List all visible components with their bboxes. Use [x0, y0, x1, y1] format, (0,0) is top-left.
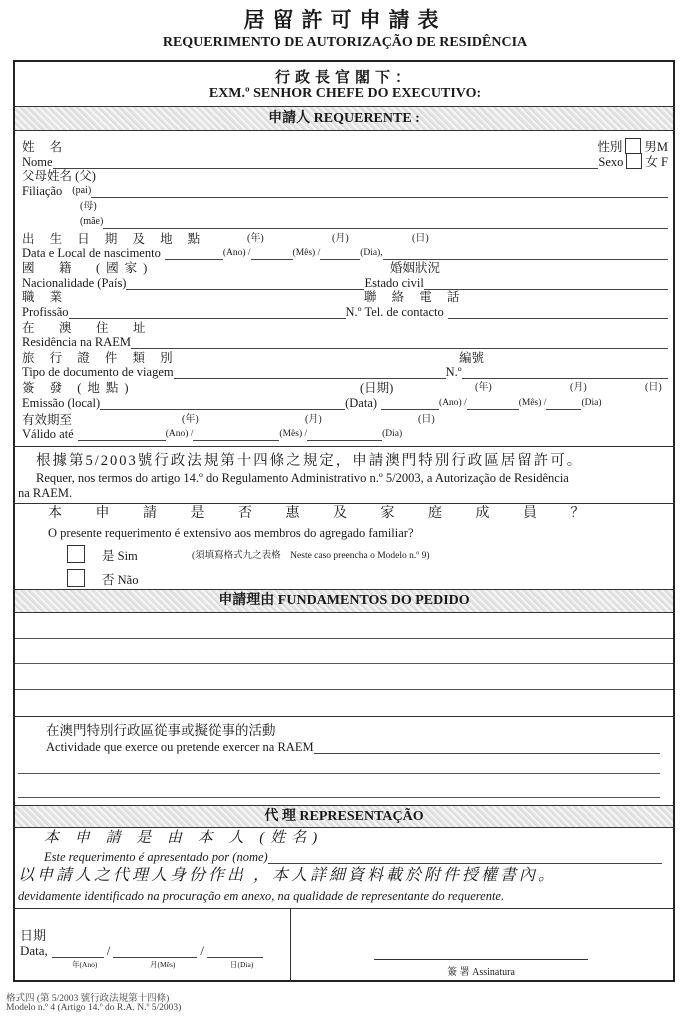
yes-note: (須填寫格式九之表格 Neste caso preencha o Modelo n.º 9)	[192, 551, 430, 561]
divider	[13, 612, 675, 613]
addressee-pt: EXM.º SENHOR CHEFE DO EXECUTIVO:	[208, 86, 482, 101]
section-applicant: 申請人 REQUERENTE :	[15, 107, 673, 130]
profession-label: Profissão	[22, 305, 69, 319]
profession-label-zh: 職 業	[22, 290, 69, 304]
father-field[interactable]	[91, 186, 668, 198]
request-pt-cont: na RAEM.	[18, 486, 73, 500]
issue-day-field[interactable]	[546, 398, 581, 410]
doc-label-zh: 旅 行 證 件 類 別	[22, 351, 179, 365]
name-label: Nome	[22, 155, 53, 169]
year-label-zh: (年)	[182, 414, 199, 425]
doc-type-field[interactable]	[174, 367, 446, 379]
month-label: (Mês) /	[292, 248, 321, 258]
mother-field[interactable]	[103, 217, 668, 229]
male-label: 男M	[644, 140, 668, 154]
form-title-pt: REQUERIMENTO DE AUTORIZAÇÃO DE RESIDÊNCIA	[162, 35, 528, 50]
yes-label: 是 Sim	[102, 549, 138, 563]
day-label: (Dia)	[581, 398, 602, 408]
phone-field[interactable]	[448, 307, 668, 319]
female-label: 女 F	[645, 155, 668, 169]
footer-zh: 格式四 (第 5/2003 號行政法規第十四條)	[6, 994, 170, 1004]
date-label: Data,	[20, 943, 48, 958]
civil-label-zh: 婚姻狀況	[390, 261, 441, 275]
birth-label-zh: 出 生 日 期 及 地 點	[22, 232, 207, 246]
profession-field[interactable]	[69, 307, 346, 319]
day-label: (Dia),	[360, 248, 383, 258]
signature-label: 簽 署 Assinatura	[447, 967, 515, 978]
issue-year-field[interactable]	[381, 398, 439, 410]
divider	[13, 908, 675, 909]
father-label: (pai)	[72, 185, 92, 196]
representation-line2-pt: devidamente identificado na procuração em anexo, na qualidade de representante do requerente.	[18, 889, 505, 903]
year-label-zh: (年)	[247, 233, 264, 244]
residence-label-zh: 在 澳 住 址	[22, 321, 152, 335]
divider	[13, 446, 675, 447]
no-checkbox[interactable]	[67, 569, 85, 587]
addressee-zh: 行政長官閣下：	[274, 70, 415, 86]
birth-day-field[interactable]	[320, 248, 360, 260]
sign-day-field[interactable]	[207, 946, 263, 958]
day-label-zh: (日)	[645, 382, 662, 393]
mother-label: (mãe)	[80, 216, 104, 227]
female-checkbox[interactable]	[626, 153, 642, 169]
activity-line[interactable]	[18, 797, 660, 798]
representation-line2-zh: 以申請人之代理人身份作出 ，本人詳細資料載於附件授權書內。	[18, 867, 558, 884]
valid-month-field[interactable]	[193, 429, 279, 441]
grounds-line[interactable]	[15, 663, 673, 664]
family-question-zh: 本 申 請 是 否 惠 及 家 庭 成 員 ？	[48, 506, 600, 521]
parents-label-zh: 父母姓名 (父)	[22, 169, 96, 183]
residence-label: Residência na RAEM	[22, 335, 132, 349]
issue-place-field[interactable]	[100, 398, 345, 410]
valid-label-zh: 有效期至	[22, 413, 73, 427]
section-representation: 代 理 REPRESENTAÇÃO	[15, 806, 673, 827]
valid-day-field[interactable]	[307, 429, 382, 441]
year-label: (Ano) /	[222, 248, 251, 258]
day-caption: 日(Dia)	[230, 960, 254, 969]
year-caption: 年(Ano)	[72, 960, 98, 969]
grounds-line[interactable]	[15, 638, 673, 639]
date-label: (Data)	[345, 396, 378, 410]
grounds-line[interactable]	[15, 689, 673, 690]
representative-name-field[interactable]	[268, 852, 662, 864]
sign-month-field[interactable]	[113, 946, 197, 958]
date-label-zh: (日期)	[360, 381, 394, 395]
day-label-zh: (日)	[412, 233, 429, 244]
footer-pt: Modelo n.º 4 (Artigo 14.º do R.A. N.º 5/2003)	[6, 1003, 182, 1013]
mother-label-zh: (母)	[80, 201, 97, 212]
activity-field[interactable]	[314, 742, 660, 754]
birth-month-field[interactable]	[251, 248, 293, 260]
phone-label-zh: 聯 絡 電 話	[364, 290, 466, 304]
form-title-zh: 居留許可申請表	[243, 8, 447, 32]
vertical-divider	[290, 908, 291, 982]
sign-year-field[interactable]	[52, 946, 104, 958]
docno-label: N.º	[445, 365, 462, 379]
year-label: (Ano) /	[439, 398, 467, 408]
issue-label: Emissão (local)	[22, 396, 101, 410]
phone-label: N.º Tel. de contacto	[345, 305, 444, 319]
family-question-pt: O presente requerimento é extensivo aos membros do agregado familiar?	[48, 526, 414, 540]
representation-line1-zh: 本 申 請 是 由 本 人 (姓名)	[44, 830, 324, 846]
month-label-zh: (月)	[570, 382, 587, 393]
valid-year-field[interactable]	[78, 429, 166, 441]
divider	[13, 130, 675, 131]
civil-field[interactable]	[424, 278, 668, 290]
male-checkbox[interactable]	[625, 138, 641, 154]
signature-line[interactable]	[374, 959, 588, 960]
divider	[13, 827, 675, 828]
sex-label: Sexo	[598, 155, 624, 169]
day-label-zh: (日)	[418, 414, 435, 425]
doc-label: Tipo de documento de viagem	[22, 365, 174, 379]
month-label: (Mês) /	[279, 429, 308, 439]
nationality-label-zh: 國 籍 (國家)	[22, 261, 154, 275]
request-pt: Requer, nos termos do artigo 14.º do Regulamento Administrativo n.º 5/2003, a Autorização de Residência	[36, 471, 569, 485]
month-label: (Mês) /	[518, 398, 547, 408]
day-label: (Dia)	[382, 429, 403, 439]
docno-label-zh: 編號	[459, 351, 485, 365]
nationality-label: Nacionalidade (País)	[22, 276, 127, 290]
name-field[interactable]	[53, 157, 599, 169]
month-label-zh: (月)	[305, 414, 322, 425]
representation-line1-pt: Este requerimento é apresentado por (nome)	[44, 850, 268, 864]
month-caption: 月(Mês)	[150, 960, 176, 969]
civil-label: Estado civil	[364, 276, 424, 290]
no-label: 否 Não	[102, 573, 139, 587]
divider	[13, 716, 675, 717]
yes-checkbox[interactable]	[67, 545, 85, 563]
birth-label: Data e Local de nascimento	[22, 246, 161, 260]
divider	[13, 503, 675, 504]
name-label-zh: 姓 名	[22, 140, 69, 154]
birth-year-field[interactable]	[165, 248, 223, 260]
month-label-zh: (月)	[332, 233, 349, 244]
activity-label-zh: 在澳門特別行政區從事或擬從事的活動	[46, 723, 276, 738]
activity-label: Actividade que exerce ou pretende exercer na RAEM	[46, 740, 314, 754]
doc-number-field[interactable]	[462, 367, 668, 379]
residence-field[interactable]	[131, 337, 668, 349]
section-grounds: 申請理由 FUNDAMENTOS DO PEDIDO	[15, 590, 673, 612]
issue-label-zh: 簽 發 (地點)	[22, 381, 135, 395]
request-zh: 根據第5/2003號行政法規第十四條之規定，申請澳門特別行政區居留許可。	[36, 453, 584, 469]
year-label: (Ano) /	[165, 429, 194, 439]
issue-month-field[interactable]	[467, 398, 519, 410]
year-label-zh: (年)	[475, 382, 492, 393]
nationality-field[interactable]	[126, 278, 364, 290]
sex-label-zh: 性別	[597, 140, 623, 154]
birth-place-field[interactable]	[383, 248, 668, 260]
date-label-zh: 日期	[20, 928, 47, 943]
valid-label: Válido até	[22, 427, 74, 441]
activity-line[interactable]	[18, 773, 660, 774]
parents-label: Filiação	[22, 184, 63, 198]
